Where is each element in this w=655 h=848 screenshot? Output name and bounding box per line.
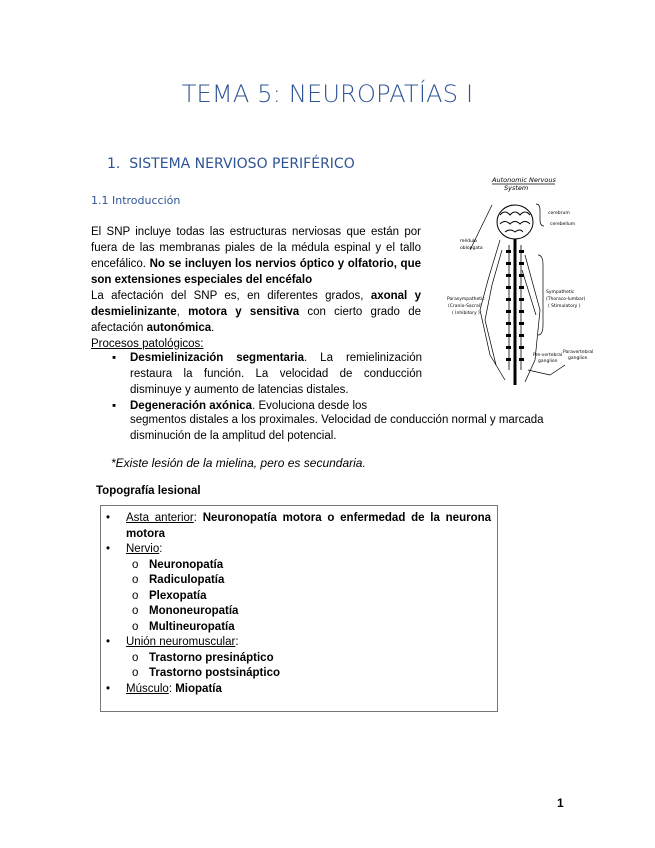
sub-list-item <box>101 573 499 589</box>
figure-title-1: Autonomic Nervous <box>492 176 556 184</box>
intro-p2-c: , <box>176 306 189 318</box>
sub-bullet-icon: o <box>132 667 139 679</box>
list-item <box>101 635 499 651</box>
label-paraverte-2: ganglion <box>568 356 588 361</box>
brain-icon <box>497 205 533 239</box>
figure-title-2: System <box>504 184 529 192</box>
topografia-box <box>100 505 498 712</box>
separator: : <box>193 512 203 524</box>
label-pre-1: Pre-vertebral <box>533 353 563 358</box>
sub-item-text: Trastorno postsináptico <box>149 667 280 679</box>
intro-p1-text: El SNP incluye todas las estructuras nerviosas que están por fuera de las membranas piales de la médula espinal y el tallo encefálico. <box>91 226 421 270</box>
label-symp-3: ( Stimulatory ) <box>548 304 581 309</box>
intro-p2-e: con cierto grado de afectación <box>91 306 421 334</box>
sub-item-text: Trastorno presináptico <box>149 651 274 664</box>
label-para-2: (Cranio-Sacral) <box>448 304 482 309</box>
label-symp-2: (Thoraco-lumbar) <box>546 297 586 302</box>
bullet-icon: • <box>106 682 111 695</box>
sub-list-item <box>101 651 499 667</box>
sub-bullet-icon: o <box>132 589 139 602</box>
label-paraverte-1: Paravertebral <box>563 350 594 355</box>
sub-item-text: Multineuropatía <box>149 620 235 633</box>
section-number: 1. <box>107 156 121 172</box>
intro-p2-b: axonal y desmielinizante <box>91 290 421 318</box>
intro-paragraph-2 <box>91 288 421 336</box>
nervio-label: Nervio <box>126 543 160 555</box>
label-cerebrum: cerebrum <box>548 211 570 216</box>
sub-bullet-icon: o <box>132 605 139 617</box>
note-text: *Existe lesión de la mielina, pero es secundaria. <box>111 456 366 470</box>
asta-label: Asta anterior <box>126 512 194 524</box>
sub-item-text: Radiculopatía <box>149 574 225 586</box>
label-symp-1: Sympathetic <box>546 290 575 295</box>
label-medulla-2: oblongata <box>460 246 483 251</box>
label-pre-2: ganglion <box>538 359 558 364</box>
intro-p1-bold: No se incluyen los nervios óptico y olfatorio, que son extensiones especiales del encéfalo <box>91 258 421 286</box>
sub-list-item <box>101 604 499 620</box>
label-medulla-1: médula <box>460 239 477 244</box>
label-para-3: ( Inhibitory ) <box>452 311 480 316</box>
sub-list-item <box>101 666 499 682</box>
intro-p2-f: autonómica <box>146 322 212 334</box>
bullet-icon: • <box>106 512 111 524</box>
separator: : <box>159 543 163 555</box>
list-item <box>101 542 499 558</box>
process-name: Degeneración axónica <box>130 400 253 412</box>
process-text: . Evoluciona desde los <box>252 400 368 412</box>
separator: : <box>235 636 239 648</box>
sub-list-item <box>101 620 499 636</box>
bullet-icon: ▪ <box>112 352 117 364</box>
process-text-continued: segmentos distales a los proximales. Velocidad de conducción normal y marcada disminución de la amplitud del potencial. <box>130 414 544 442</box>
label-para-1: Parasympathetic <box>447 297 485 302</box>
process-item <box>110 350 422 398</box>
sub-bullet-icon: o <box>132 574 139 586</box>
process-text: . La remielinización restaura la función. La velocidad de conducción disminuye y aumento de latencias distales. <box>130 352 422 396</box>
process-name: Desmielinización segmentaria <box>130 352 305 364</box>
sub-bullet-icon: o <box>132 651 139 664</box>
intro-p2-a: La afectación del SNP es, en diferentes grados, <box>91 290 371 302</box>
sub-item-text: Mononeuropatía <box>149 605 239 617</box>
musculo-value: Miopatía <box>175 682 222 695</box>
process-list <box>110 350 422 414</box>
sub-list-item <box>101 558 499 574</box>
intro-paragraph-1 <box>91 224 421 288</box>
topografia-title: Topografía lesional <box>96 485 201 497</box>
sub-bullet-icon: o <box>132 620 139 633</box>
sub-bullet-icon: o <box>132 558 139 571</box>
topografia-list <box>101 511 499 697</box>
sub-item-text: Neuronopatía <box>149 558 224 571</box>
sub-list-item <box>101 589 499 605</box>
bullet-icon: • <box>106 543 111 555</box>
intro-p2-d: motora y sensitiva <box>188 306 300 318</box>
musculo-label: Músculo <box>126 682 169 695</box>
intro-text <box>91 224 421 352</box>
page-title: TEMA 5: NEUROPATÍAS I <box>181 80 474 108</box>
section-title: SISTEMA NERVIOSO PERIFÉRICO <box>129 156 355 172</box>
label-cerebellum: cerebellum <box>550 222 576 227</box>
subsection-heading: 1.1 Introducción <box>91 194 181 207</box>
sub-item-text: Plexopatía <box>149 589 207 602</box>
autonomic-nervous-system-figure <box>430 170 595 400</box>
page-number: 1 <box>557 796 564 810</box>
separator: : <box>168 682 176 695</box>
list-item <box>101 511 499 542</box>
list-item <box>101 682 499 698</box>
intro-p2-g: . <box>211 322 215 334</box>
procesos-label: Procesos patológicos: <box>91 338 204 350</box>
union-label: Unión neuromuscular <box>126 636 236 648</box>
section-heading <box>107 156 355 172</box>
asta-value: Neuronopatía motora o enfermedad de la neurona motora <box>126 512 492 540</box>
bullet-icon: ▪ <box>112 400 117 412</box>
bullet-icon: • <box>106 636 111 648</box>
